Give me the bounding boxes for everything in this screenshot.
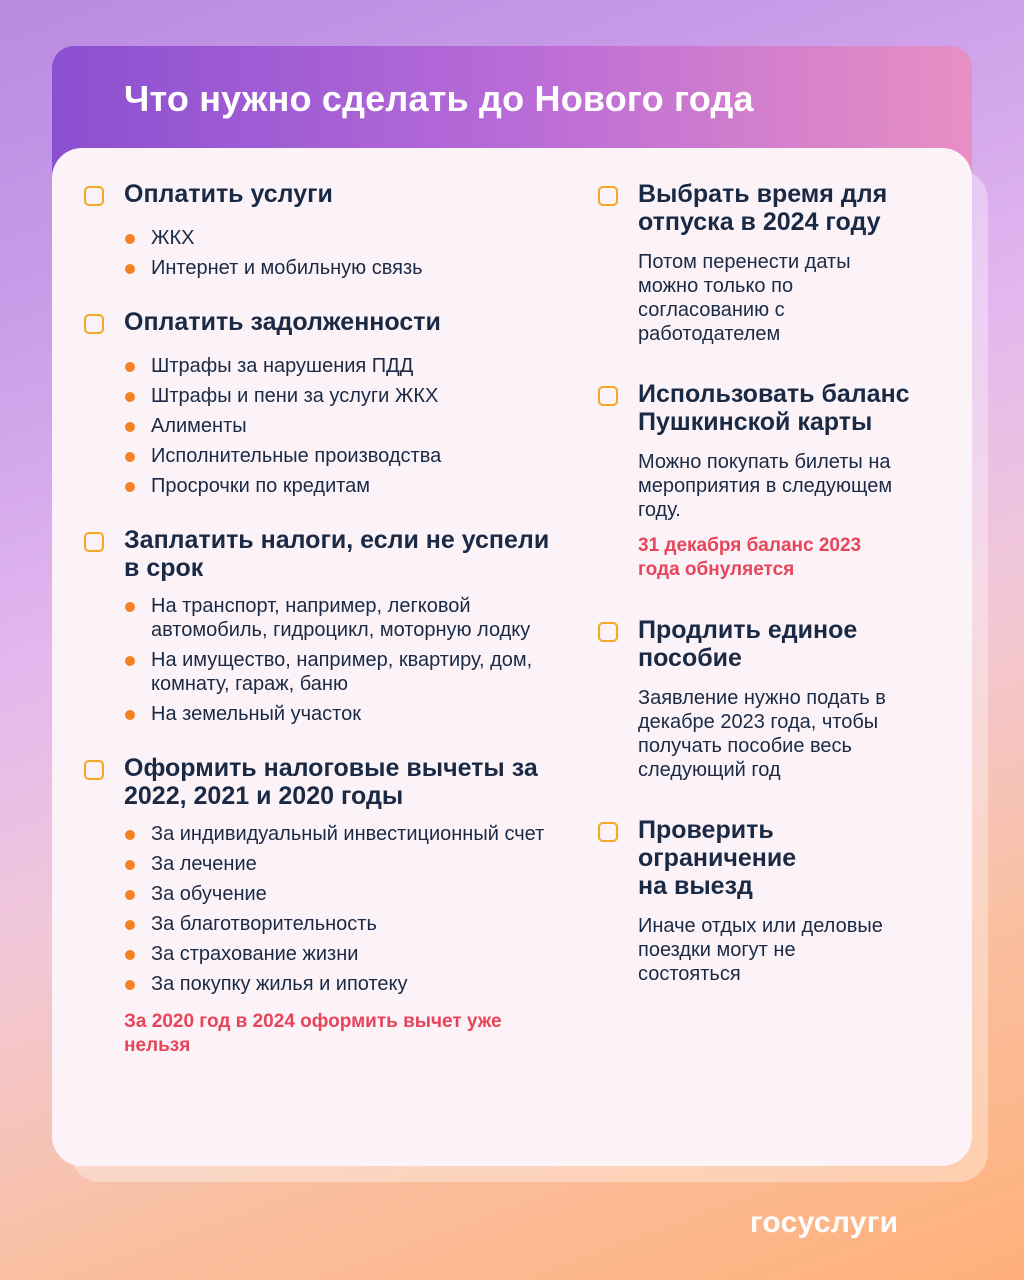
checkbox-icon[interactable] (84, 532, 104, 552)
checkbox-icon[interactable] (598, 622, 618, 642)
list-item: За страхование жизни (124, 942, 552, 966)
checkbox-icon[interactable] (84, 186, 104, 206)
section-vacation (596, 180, 936, 346)
section-pay-services (82, 180, 552, 280)
list-item: На земельный участок (124, 702, 552, 726)
list-item: За индивидуальный инвестиционный счет (124, 822, 552, 846)
bullet-icon (125, 422, 135, 432)
section-title: Проверить ограничение на выезд (638, 816, 797, 900)
list-item: Штрафы за нарушения ПДД (124, 354, 552, 378)
section-description: Можно покупать билеты на мероприятия в следующем году. (638, 451, 893, 521)
section-pay-debts (82, 308, 552, 498)
page-title: Что нужно сделать до Нового года (124, 78, 754, 119)
section-head (82, 754, 552, 810)
bullet-icon (125, 362, 135, 372)
list-item: На транспорт, например, легковой автомобиль, гидроцикл, моторную лодку (124, 594, 552, 642)
bullet-icon (125, 452, 135, 462)
bullet-icon (125, 602, 135, 612)
list-item: За лечение (124, 852, 552, 876)
bullet-icon (125, 264, 135, 274)
bullet-icon (125, 980, 135, 990)
section-title: Продлить единое пособие (638, 616, 858, 672)
bullet-icon (125, 710, 135, 720)
list-item: Штрафы и пени за услуги ЖКХ (124, 384, 552, 408)
section-title: Выбрать время для отпуска в 2024 году (638, 180, 888, 236)
item-list (82, 822, 552, 996)
bullet-icon (125, 950, 135, 960)
bullet-icon (125, 890, 135, 900)
item-list (82, 354, 552, 498)
bullet-icon (125, 234, 135, 244)
section-pushkin-card (596, 380, 936, 582)
section-title: Использовать баланс Пушкинской карты (638, 380, 910, 436)
section-head (596, 616, 936, 672)
section-head (596, 180, 936, 236)
right-column (596, 180, 936, 986)
section-benefit (596, 616, 936, 782)
section-title: Оплатить услуги (124, 180, 333, 208)
list-item: За благотворительность (124, 912, 552, 936)
list-item: Исполнительные производства (124, 444, 552, 468)
checkbox-icon[interactable] (84, 760, 104, 780)
section-head (82, 180, 552, 208)
left-column (82, 180, 552, 1058)
bullet-icon (125, 830, 135, 840)
bullet-icon (125, 860, 135, 870)
section-title: Оформить налоговые вычеты за 2022, 2021 и 2020 годы (124, 754, 538, 810)
section-head (596, 380, 936, 436)
bullet-icon (125, 920, 135, 930)
checkbox-icon[interactable] (598, 186, 618, 206)
section-title: Оплатить задолженности (124, 308, 441, 336)
checkbox-icon[interactable] (598, 386, 618, 406)
bullet-icon (125, 656, 135, 666)
section-pay-taxes (82, 526, 552, 726)
deduction-warning: За 2020 год в 2024 оформить вычет уже нельзя (124, 1011, 502, 1056)
section-head (596, 816, 936, 900)
list-item: За обучение (124, 882, 552, 906)
list-item: За покупку жилья и ипотеку (124, 972, 552, 996)
checkbox-icon[interactable] (598, 822, 618, 842)
pushkin-warning: 31 декабря баланс 2023 года обнуляется (638, 535, 862, 580)
list-item: Алименты (124, 414, 552, 438)
item-list (82, 594, 552, 726)
section-head (82, 308, 552, 336)
list-item: Интернет и мобильную связь (124, 256, 552, 280)
list-item: Просрочки по кредитам (124, 474, 552, 498)
bullet-icon (125, 482, 135, 492)
section-travel-restriction (596, 816, 936, 986)
section-title: Заплатить налоги, если не успели в срок (124, 526, 550, 582)
section-tax-deductions (82, 754, 552, 1058)
section-description: Заявление нужно подать в декабре 2023 года, чтобы получать пособие весь следующий год (638, 687, 886, 781)
list-item: ЖКХ (124, 226, 552, 250)
section-description: Иначе отдых или деловые поездки могут не состояться (638, 915, 883, 985)
item-list (82, 226, 552, 280)
checkbox-icon[interactable] (84, 314, 104, 334)
gosuslugi-logo: госуслуги (750, 1206, 899, 1239)
bullet-icon (125, 392, 135, 402)
list-item: На имущество, например, квартиру, дом, комнату, гараж, баню (124, 648, 552, 696)
section-description: Потом перенести даты можно только по согласованию с работодателем (638, 251, 851, 345)
section-head (82, 526, 552, 582)
